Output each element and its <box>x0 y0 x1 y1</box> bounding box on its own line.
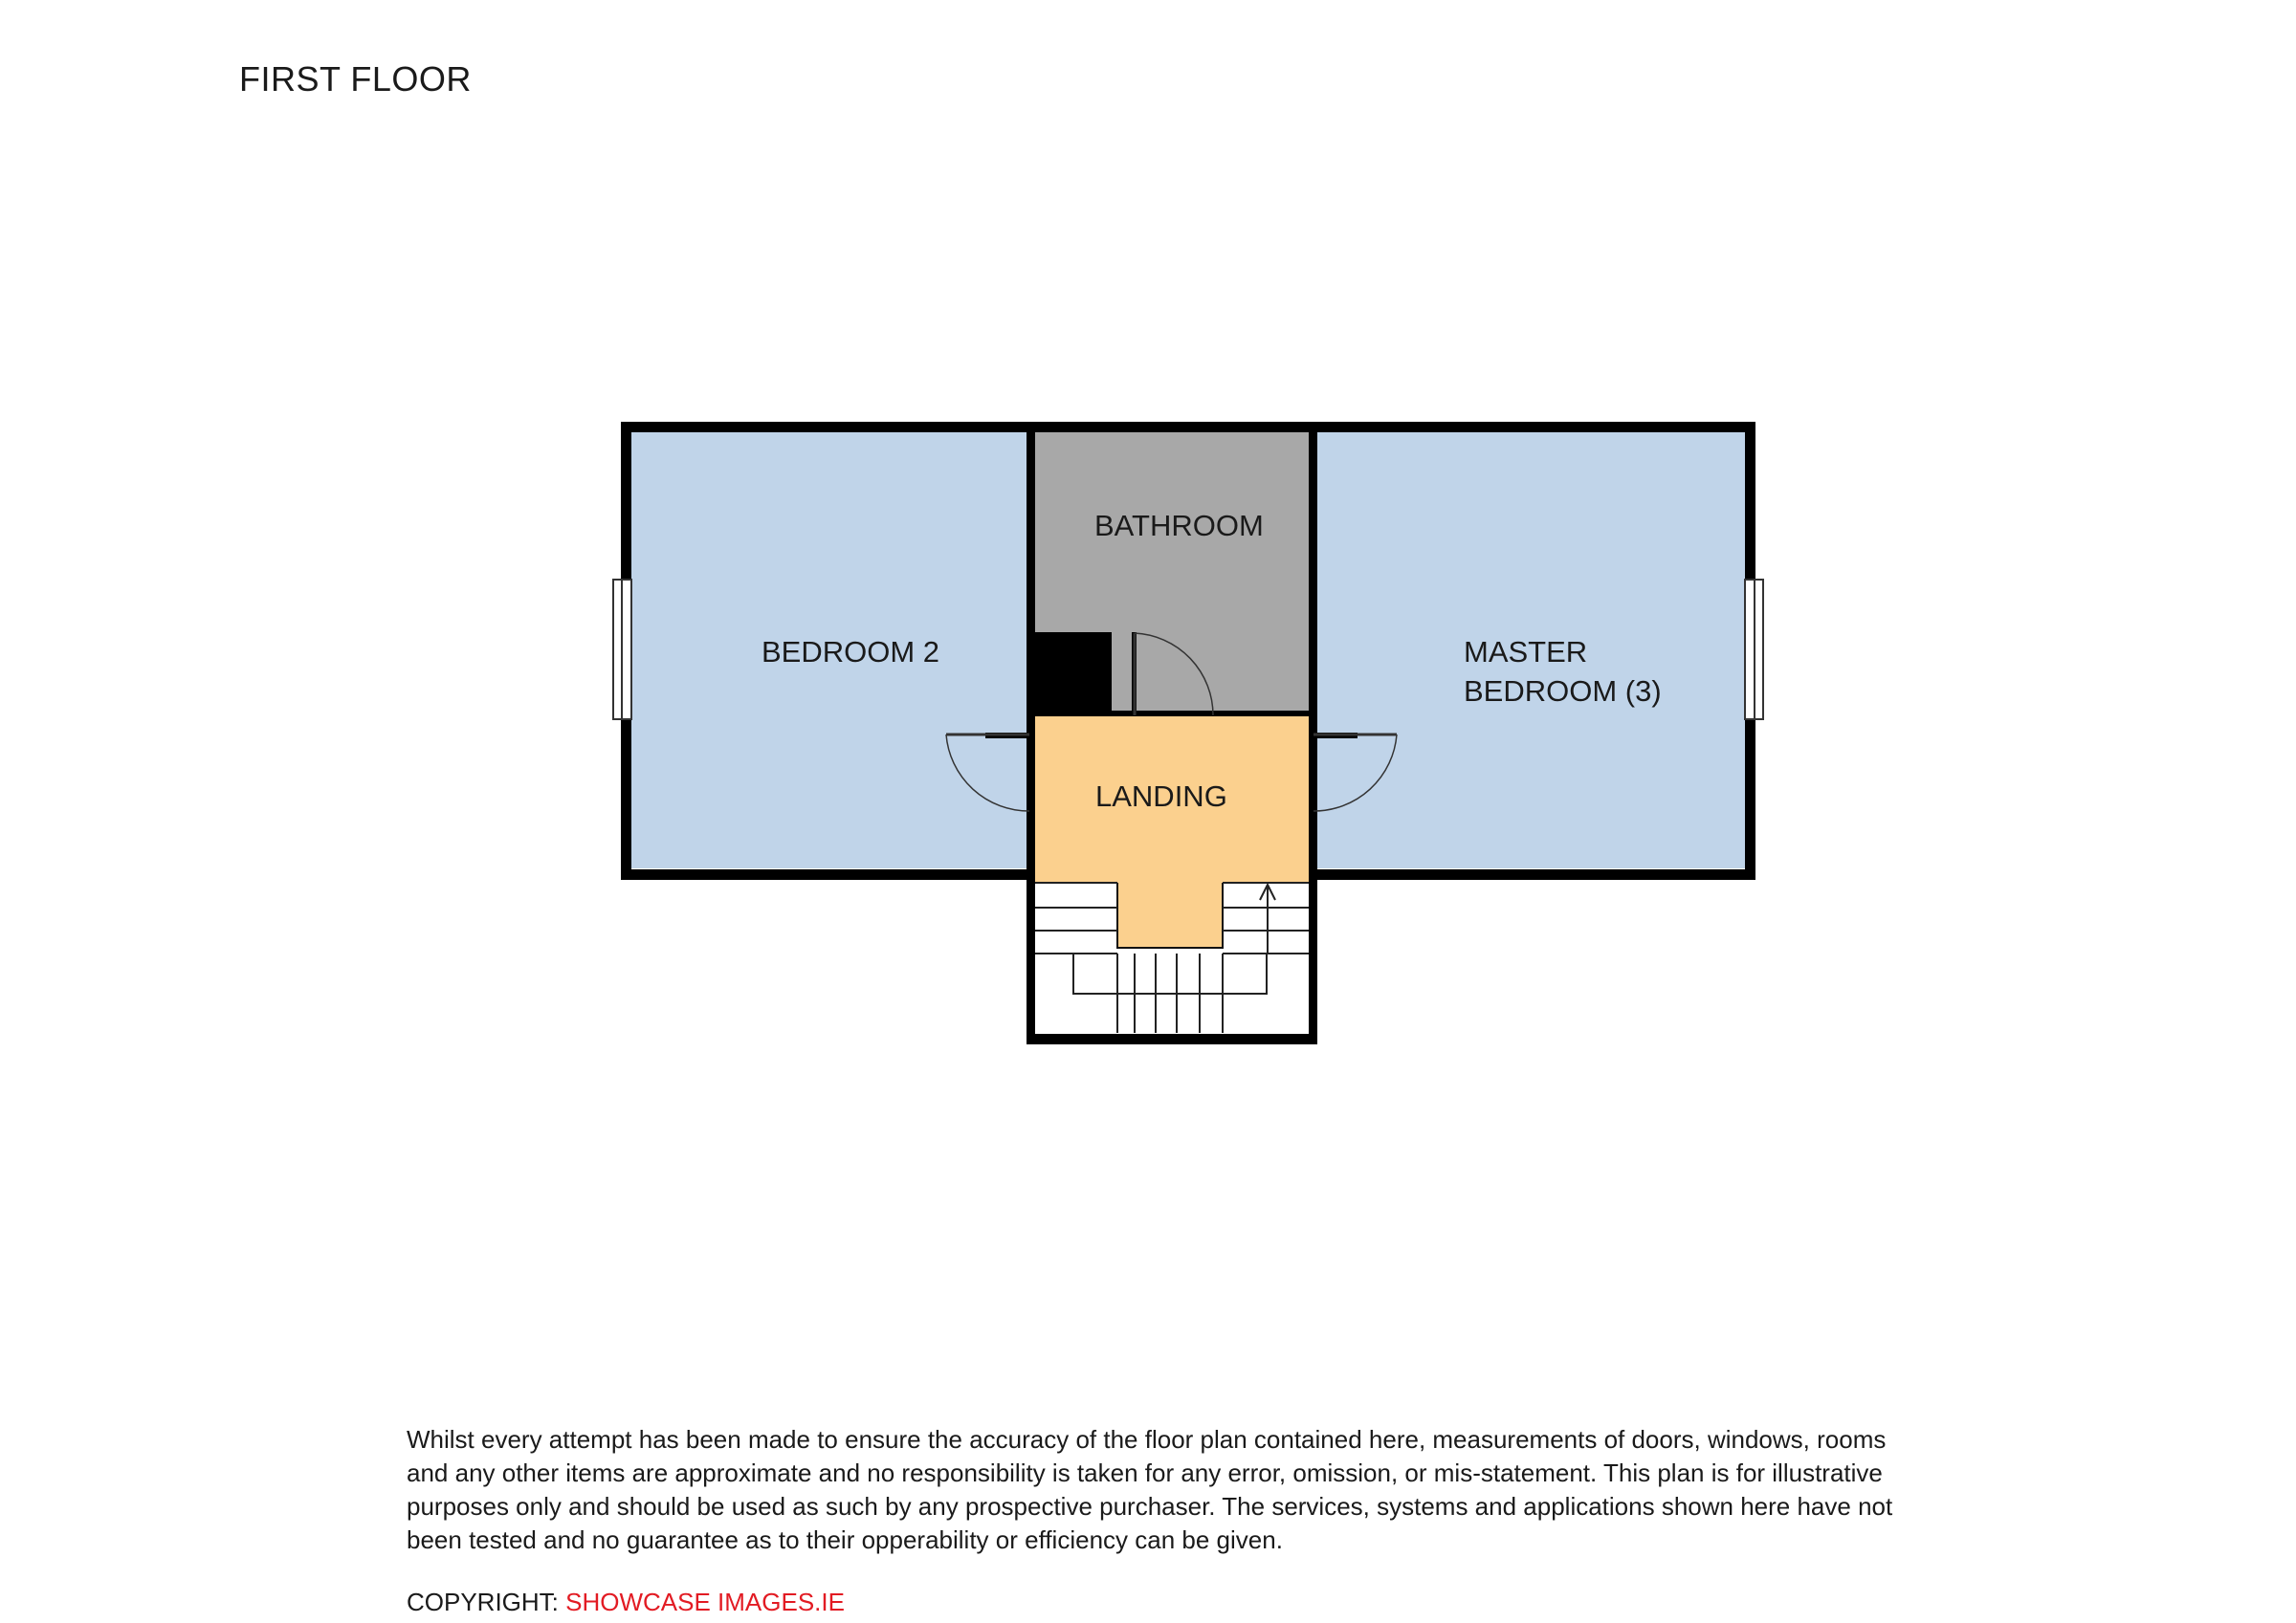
floor-title: FIRST FLOOR <box>239 59 472 99</box>
room-label-bedroom-2: BEDROOM 2 <box>762 635 940 669</box>
copyright-brand-link[interactable]: SHOWCASE IMAGES.IE <box>565 1588 845 1616</box>
stairwell-fill-bottom <box>1117 948 1223 1033</box>
copyright-label: COPYRIGHT: <box>407 1588 566 1616</box>
room-label-landing: LANDING <box>1095 779 1227 813</box>
landing-fill-lower <box>1117 883 1223 948</box>
room-label-bathroom: BATHROOM <box>1094 509 1264 542</box>
window-right-icon <box>1745 580 1763 719</box>
disclaimer-text: Whilst every attempt has been made to ensure the accuracy of the floor plan contained here, measurements of doors, windows, rooms and any other items are approximate and no responsibility is taken for any error, omission, or mis-statement. This plan is for illustrative purposes only and should be used as such by any prospective purchaser. The services, systems and applications shown here have not been tested and no guarantee as to their opperability or efficiency can be given. <box>407 1425 1893 1554</box>
window-left-icon <box>613 580 631 719</box>
room-label-master-line2: BEDROOM (3) <box>1464 674 1662 708</box>
room-label-master-line1: MASTER <box>1464 635 1588 669</box>
copyright-line <box>407 1588 845 1617</box>
